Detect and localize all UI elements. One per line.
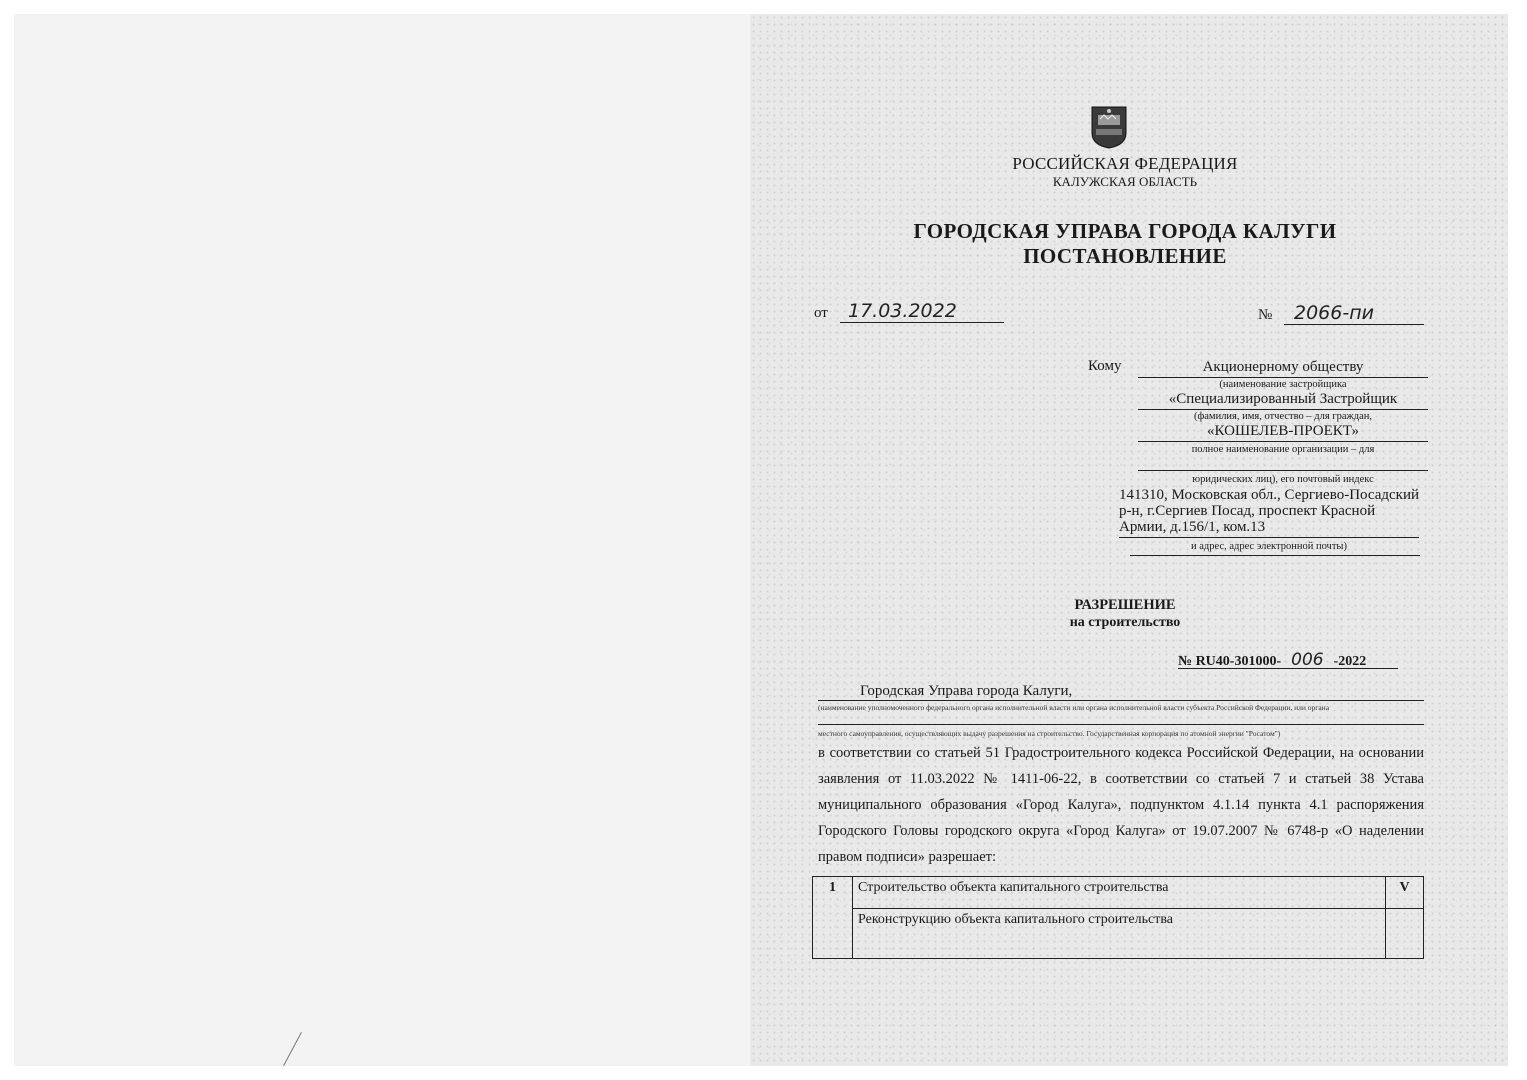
issuer-caption-2: местного самоуправления, осуществляющих выдачу разрешения на строительство. Государственная корпорация по атомной энергии "Росатом") xyxy=(818,729,1281,738)
table-row xyxy=(813,877,1424,909)
recipient-address-1: 141310, Московская обл., Сергиево-Посадский xyxy=(1119,487,1420,503)
blank-left-page xyxy=(14,14,750,1066)
issuer-name: Городская Управа города Калуги, xyxy=(860,683,1073,699)
permit-title: РАЗРЕШЕНИЕ xyxy=(1074,597,1176,613)
region-name: КАЛУЖСКАЯ ОБЛАСТЬ xyxy=(1052,174,1198,189)
issuer-caption-1: (наименование уполномоченного федерального органа исполнительной власти или органа исполнительной власти субъекта Российской Федерации, или органа xyxy=(818,703,1330,712)
construction-checkmark: V xyxy=(1386,877,1424,909)
recipient-caption-2: (фамилия, имя, отчество – для граждан, xyxy=(1193,411,1373,422)
recipient-end-line xyxy=(1130,553,1420,556)
recipient-address-3: Армии, д.156/1, ком.13 xyxy=(1119,519,1419,538)
date-label: от xyxy=(814,305,828,321)
permit-type-table xyxy=(812,876,1424,959)
recipient-line-3: «КОШЕЛЕВ-ПРОЕКТ» xyxy=(1138,423,1428,442)
authority-title: ГОРОДСКАЯ УПРАВА ГОРОДА КАЛУГИ xyxy=(913,219,1337,243)
recipient-label: Кому xyxy=(1088,358,1122,374)
coat-of-arms-icon xyxy=(1090,105,1128,149)
decree-number: 2066-пи xyxy=(1284,302,1424,325)
reconstruction-checkmark xyxy=(1386,909,1424,959)
doc-type-title: ПОСТАНОВЛЕНИЕ xyxy=(1023,244,1227,268)
recipient-caption-5: и адрес, адрес электронной почты) xyxy=(1191,541,1347,552)
row-construction-cell: Строительство объекта капитального строительства xyxy=(853,877,1386,909)
country-name: РОССИЙСКАЯ ФЕДЕРАЦИЯ xyxy=(1012,154,1238,173)
body-paragraph: в соответствии со статьей 51 Градостроительного кодекса Российской Федерации, на основании заявления от 11.03.2022 № 1411-06-22, в соответствии со статьей 7 и статьей 38 Устава муниципального образования «Город Калуга», подпунктом 4.1.14 пункта 4.1 распоряжения Городского Головы городского округа «Город Калуга» от 19.07.2007 № 6748-р «О наделении правом подписи» разрешает: xyxy=(818,745,1424,865)
decree-date: 17.03.2022 xyxy=(840,300,1004,323)
permit-number xyxy=(1178,650,1398,669)
recipient-line-2: «Специализированный Застройщик xyxy=(1138,391,1428,410)
recipient-address-2: р-н, г.Сергиев Посад, проспект Красной xyxy=(1119,503,1376,519)
permit-number-suffix: -2022 xyxy=(1333,654,1367,669)
permit-number-prefix: № RU40-301000- xyxy=(1178,654,1282,669)
permit-subtitle: на строительство xyxy=(1069,615,1181,630)
recipient-blank-line xyxy=(1138,456,1428,471)
row-number-cell: 1 xyxy=(813,877,853,959)
recipient-line-1: Акционерному обществу xyxy=(1138,359,1428,378)
table-row xyxy=(813,909,1424,959)
issuer-line-2 xyxy=(818,712,1424,725)
permit-number-handwritten: 006 xyxy=(1291,650,1324,670)
recipient-caption-3: полное наименование организации – для xyxy=(1191,444,1375,455)
number-label: № xyxy=(1258,307,1273,323)
row-reconstruction-cell: Реконструкцию объекта капитального строительства xyxy=(853,909,1386,959)
recipient-caption-4: юридических лиц), его почтовый индекс xyxy=(1192,474,1374,485)
issuer-line xyxy=(818,686,1424,701)
recipient-caption-1: (наименование застройщика xyxy=(1219,379,1347,390)
